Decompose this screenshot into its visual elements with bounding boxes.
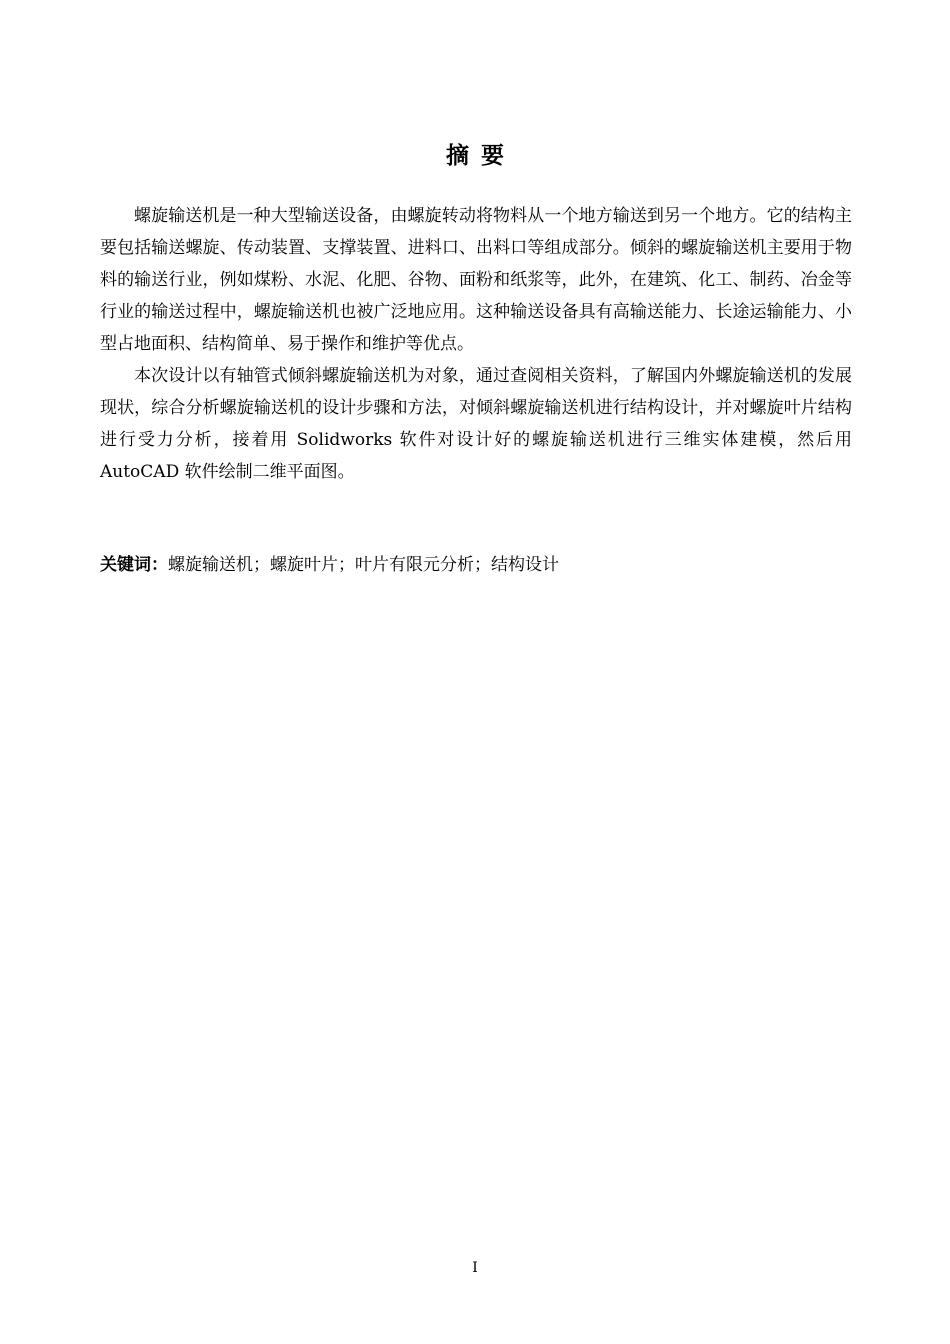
keywords-line bbox=[100, 549, 852, 581]
keywords-text: 螺旋输送机；螺旋叶片；叶片有限元分析；结构设计 bbox=[168, 555, 559, 575]
abstract-paragraph-1: 螺旋输送机是一种大型输送设备，由螺旋转动将物料从一个地方输送到另一个地方。它的结构主要包括输送螺旋、传动装置、支撑装置、进料口、出料口等组成部分。倾斜的螺旋输送机主要用于物料的输送行业，例如煤粉、水泥、化肥、谷物、面粉和纸浆等，此外，在建筑、化工、制药、冶金等行业的输送过程中，螺旋输送机也被广泛地应用。这种输送设备具有高输送能力、长途运输能力、小型占地面积、结构简单、易于操作和维护等优点。 bbox=[100, 206, 852, 354]
page-title: 摘要 bbox=[446, 143, 516, 169]
page-number: I bbox=[472, 1260, 478, 1276]
abstract-body bbox=[100, 200, 852, 488]
abstract-paragraph-2: 本次设计以有轴管式倾斜螺旋输送机为对象，通过查阅相关资料，了解国内外螺旋输送机的发展现状，综合分析螺旋输送机的设计步骤和方法，对倾斜螺旋输送机进行结构设计，并对螺旋叶片结构进行受力分析，接着用 Solidworks 软件对设计好的螺旋输送机进行三维实体建模，然后用 AutoCAD 软件绘制二维平面图。 bbox=[100, 366, 852, 482]
keywords-label: 关键词： bbox=[100, 555, 168, 575]
